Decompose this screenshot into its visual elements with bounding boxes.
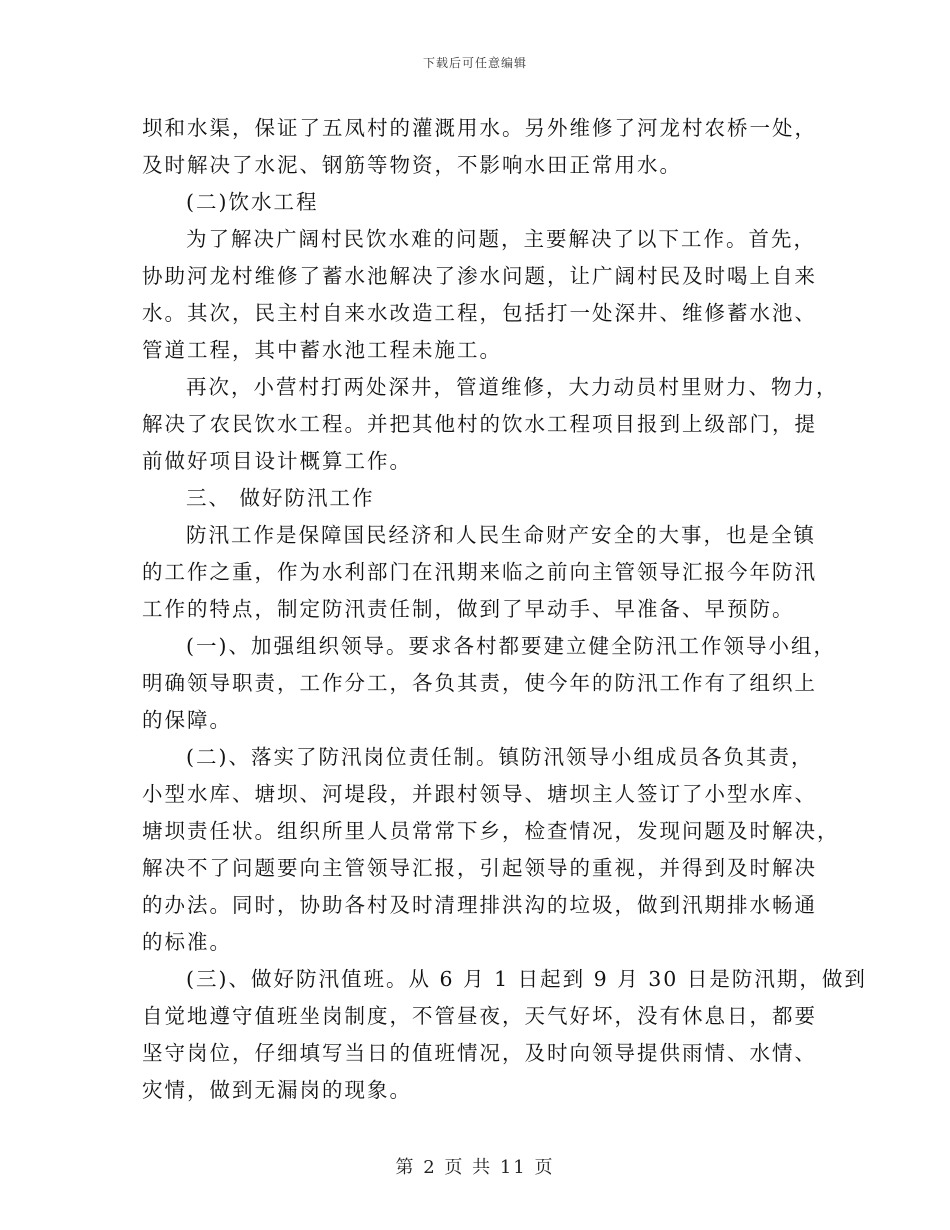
- text-line: 自觉地遵守值班坐岗制度，不管昼夜，天气好坏，没有休息日，都要: [142, 1004, 817, 1028]
- text-line: 三、 做好防汛工作: [186, 486, 375, 510]
- text-line: 明确领导职责，工作分工，各负其责，使今年的防汛工作有了组织上: [142, 671, 817, 695]
- text-line: 的工作之重，作为水利部门在汛期来临之前向主管领导汇报今年防汛: [142, 560, 817, 584]
- text-line: 水。其次，民主村自来水改造工程，包括打一处深井、维修蓄水池、: [142, 301, 817, 325]
- text-line: 坝和水渠，保证了五凤村的灌溉用水。另外维修了河龙村农桥一处，: [142, 116, 817, 140]
- text-line: 管道工程，其中蓄水池工程未施工。: [142, 338, 502, 362]
- page-footer: 第 2 页 共 11 页: [395, 1157, 555, 1178]
- document-body: [142, 110, 867, 1109]
- text-line: 小型水库、塘坝、河堤段，并跟村领导、塘坝主人签订了小型水库、: [142, 782, 817, 806]
- text-line: 工作的特点，制定防汛责任制，做到了早动手、早准备、早预防。: [142, 597, 795, 621]
- text-line: 协助河龙村维修了蓄水池解决了渗水问题，让广阔村民及时喝上自来: [142, 264, 817, 288]
- text-line: (二)、落实了防汛岗位责任制。镇防汛领导小组成员各负其责，: [186, 745, 814, 769]
- text-line: 坚守岗位，仔细填写当日的值班情况，及时向领导提供雨情、水情、: [142, 1041, 817, 1065]
- text-line: (一)、加强组织领导。要求各村都要建立健全防汛工作领导小组，: [186, 634, 836, 658]
- text-line: 解决了农民饮水工程。并把其他村的饮水工程项目报到上级部门，提: [142, 412, 817, 436]
- text-line: (二)饮水工程: [186, 190, 319, 214]
- text-line: 前做好项目设计概算工作。: [142, 449, 412, 473]
- text-line: 的办法。同时，协助各村及时清理排洪沟的垃圾，做到汛期排水畅通: [142, 893, 817, 917]
- text-line: (三)、做好防汛值班。从 6 月 1 日起到 9 月 30 日是防汛期，做到: [186, 967, 867, 991]
- text-line: 及时解决了水泥、钢筋等物资，不影响水田正常用水。: [142, 153, 682, 177]
- text-line: 的标准。: [142, 930, 232, 954]
- text-line: 的保障。: [142, 708, 232, 732]
- text-line: 为了解决广阔村民饮水难的问题，主要解决了以下工作。首先，: [186, 227, 816, 251]
- text-line: 解决不了问题要向主管领导汇报，引起领导的重视，并得到及时解决: [142, 856, 817, 880]
- text-line: 再次，小营村打两处深井，管道维修，大力动员村里财力、物力，: [186, 375, 839, 399]
- header-note: 下载后可任意编辑: [422, 56, 527, 70]
- text-line: 塘坝责任状。组织所里人员常常下乡，检查情况，发现问题及时解决，: [142, 819, 840, 843]
- text-line: 灾情，做到无漏岗的现象。: [142, 1078, 412, 1102]
- text-line: 防汛工作是保障国民经济和人民生命财产安全的大事，也是全镇: [186, 523, 816, 547]
